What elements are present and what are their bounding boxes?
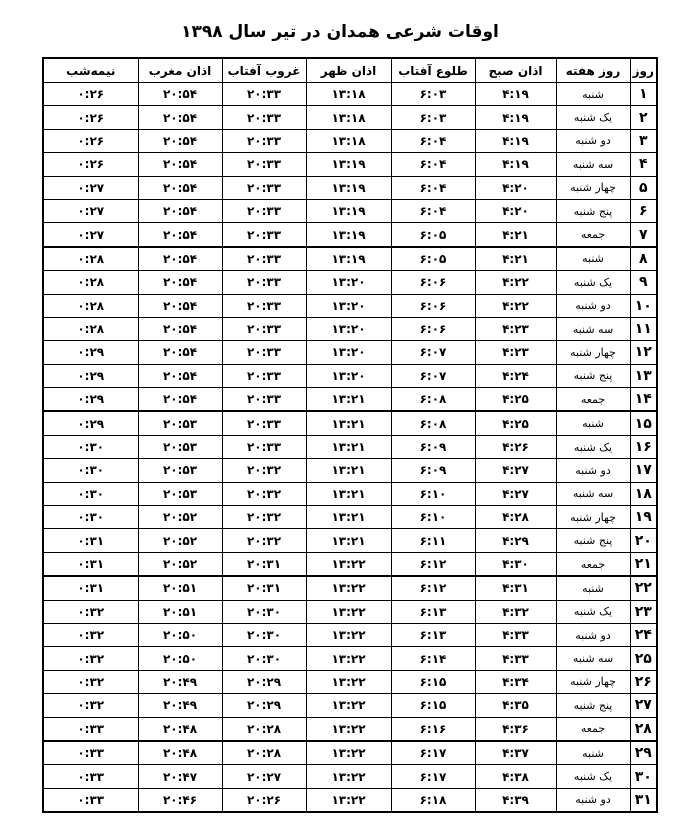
weekday-cell: پنج شنبه bbox=[556, 694, 630, 717]
sunrise-cell: ۶:۰۸ bbox=[391, 411, 475, 435]
sunset-cell: ۲۰:۳۳ bbox=[222, 341, 306, 364]
table-row bbox=[43, 223, 657, 247]
maghrib-cell: ۲۰:۵۴ bbox=[138, 388, 222, 412]
page-title: اوقات شرعی همدان در تیر سال ۱۳۹۸ bbox=[181, 22, 499, 42]
table-row bbox=[43, 670, 657, 693]
midnight-cell: ۰:۳۳ bbox=[43, 741, 138, 765]
fajr-cell: ۴:۳۳ bbox=[475, 623, 556, 646]
sunset-cell: ۲۰:۳۳ bbox=[222, 153, 306, 176]
sunset-cell: ۲۰:۳۳ bbox=[222, 317, 306, 340]
sunrise-cell: ۶:۱۰ bbox=[391, 506, 475, 529]
sunrise-cell: ۶:۰۹ bbox=[391, 459, 475, 482]
weekday-cell: دو شنبه bbox=[556, 129, 630, 152]
day-number-cell: ۱۵ bbox=[630, 411, 657, 435]
dhuhr-cell: ۱۳:۲۲ bbox=[306, 623, 391, 646]
maghrib-cell: ۲۰:۵۲ bbox=[138, 529, 222, 552]
table-row bbox=[43, 341, 657, 364]
maghrib-cell: ۲۰:۵۲ bbox=[138, 552, 222, 576]
weekday-cell: سه شنبه bbox=[556, 317, 630, 340]
col-header-fajr: اذان صبح bbox=[475, 58, 556, 83]
fajr-cell: ۴:۱۹ bbox=[475, 153, 556, 176]
dhuhr-cell: ۱۳:۲۰ bbox=[306, 341, 391, 364]
dhuhr-cell: ۱۳:۲۱ bbox=[306, 388, 391, 412]
table-row bbox=[43, 317, 657, 340]
maghrib-cell: ۲۰:۵۳ bbox=[138, 411, 222, 435]
col-header-day-number: روز bbox=[630, 58, 657, 83]
sunset-cell: ۲۰:۳۳ bbox=[222, 364, 306, 387]
col-header-midnight: نیمه‌شب bbox=[43, 58, 138, 83]
day-number-cell: ۷ bbox=[630, 223, 657, 247]
maghrib-cell: ۲۰:۵۴ bbox=[138, 129, 222, 152]
maghrib-cell: ۲۰:۴۸ bbox=[138, 741, 222, 765]
fajr-cell: ۴:۲۳ bbox=[475, 317, 556, 340]
weekday-cell: شنبه bbox=[556, 576, 630, 600]
weekday-cell: چهار شنبه bbox=[556, 341, 630, 364]
dhuhr-cell: ۱۳:۲۱ bbox=[306, 529, 391, 552]
weekday-cell: یک شنبه bbox=[556, 765, 630, 788]
sunrise-cell: ۶:۰۴ bbox=[391, 199, 475, 222]
fajr-cell: ۴:۲۷ bbox=[475, 482, 556, 505]
sunset-cell: ۲۰:۳۳ bbox=[222, 294, 306, 317]
sunset-cell: ۲۰:۲۹ bbox=[222, 694, 306, 717]
dhuhr-cell: ۱۳:۲۲ bbox=[306, 717, 391, 741]
maghrib-cell: ۲۰:۵۴ bbox=[138, 199, 222, 222]
col-header-sunrise: طلوع آفتاب bbox=[391, 58, 475, 83]
day-number-cell: ۲۴ bbox=[630, 623, 657, 646]
midnight-cell: ۰:۳۲ bbox=[43, 600, 138, 623]
fajr-cell: ۴:۳۰ bbox=[475, 552, 556, 576]
dhuhr-cell: ۱۳:۱۹ bbox=[306, 176, 391, 199]
day-number-cell: ۱۸ bbox=[630, 482, 657, 505]
maghrib-cell: ۲۰:۵۲ bbox=[138, 506, 222, 529]
weekday-cell: جمعه bbox=[556, 717, 630, 741]
fajr-cell: ۴:۳۴ bbox=[475, 670, 556, 693]
fajr-cell: ۴:۲۷ bbox=[475, 459, 556, 482]
table-row bbox=[43, 364, 657, 387]
midnight-cell: ۰:۲۸ bbox=[43, 294, 138, 317]
weekday-cell: چهار شنبه bbox=[556, 506, 630, 529]
weekday-cell: پنج شنبه bbox=[556, 364, 630, 387]
sunset-cell: ۲۰:۳۱ bbox=[222, 552, 306, 576]
weekday-cell: یک شنبه bbox=[556, 271, 630, 294]
midnight-cell: ۰:۳۲ bbox=[43, 694, 138, 717]
table-row bbox=[43, 717, 657, 741]
sunset-cell: ۲۰:۳۳ bbox=[222, 435, 306, 458]
weekday-cell: پنج شنبه bbox=[556, 529, 630, 552]
sunrise-cell: ۶:۱۴ bbox=[391, 647, 475, 670]
sunrise-cell: ۶:۰۴ bbox=[391, 153, 475, 176]
fajr-cell: ۴:۲۶ bbox=[475, 435, 556, 458]
sunrise-cell: ۶:۱۳ bbox=[391, 600, 475, 623]
weekday-cell: دو شنبه bbox=[556, 294, 630, 317]
weekday-cell: سه شنبه bbox=[556, 153, 630, 176]
midnight-cell: ۰:۳۰ bbox=[43, 435, 138, 458]
fajr-cell: ۴:۳۹ bbox=[475, 788, 556, 812]
sunset-cell: ۲۰:۳۰ bbox=[222, 600, 306, 623]
weekday-cell: یک شنبه bbox=[556, 600, 630, 623]
maghrib-cell: ۲۰:۵۴ bbox=[138, 106, 222, 129]
maghrib-cell: ۲۰:۴۷ bbox=[138, 765, 222, 788]
weekday-cell: جمعه bbox=[556, 388, 630, 412]
day-number-cell: ۱ bbox=[630, 83, 657, 106]
header-row bbox=[43, 58, 657, 83]
sunset-cell: ۲۰:۳۲ bbox=[222, 482, 306, 505]
sunrise-cell: ۶:۱۸ bbox=[391, 788, 475, 812]
midnight-cell: ۰:۲۶ bbox=[43, 106, 138, 129]
day-number-cell: ۱۳ bbox=[630, 364, 657, 387]
dhuhr-cell: ۱۳:۲۱ bbox=[306, 411, 391, 435]
weekday-cell: سه شنبه bbox=[556, 482, 630, 505]
sunset-cell: ۲۰:۳۳ bbox=[222, 223, 306, 247]
maghrib-cell: ۲۰:۵۴ bbox=[138, 294, 222, 317]
table-row bbox=[43, 765, 657, 788]
weekday-cell: یک شنبه bbox=[556, 106, 630, 129]
sunset-cell: ۲۰:۳۰ bbox=[222, 623, 306, 646]
table-row bbox=[43, 552, 657, 576]
dhuhr-cell: ۱۳:۱۸ bbox=[306, 129, 391, 152]
midnight-cell: ۰:۲۷ bbox=[43, 199, 138, 222]
fajr-cell: ۴:۱۹ bbox=[475, 106, 556, 129]
day-number-cell: ۶ bbox=[630, 199, 657, 222]
fajr-cell: ۴:۳۲ bbox=[475, 600, 556, 623]
maghrib-cell: ۲۰:۵۱ bbox=[138, 600, 222, 623]
fajr-cell: ۴:۳۶ bbox=[475, 717, 556, 741]
fajr-cell: ۴:۲۴ bbox=[475, 364, 556, 387]
maghrib-cell: ۲۰:۵۳ bbox=[138, 435, 222, 458]
fajr-cell: ۴:۲۲ bbox=[475, 294, 556, 317]
dhuhr-cell: ۱۳:۲۰ bbox=[306, 294, 391, 317]
midnight-cell: ۰:۲۹ bbox=[43, 411, 138, 435]
weekday-cell: چهار شنبه bbox=[556, 176, 630, 199]
sunrise-cell: ۶:۱۷ bbox=[391, 741, 475, 765]
day-number-cell: ۱۹ bbox=[630, 506, 657, 529]
day-number-cell: ۱۰ bbox=[630, 294, 657, 317]
table-row bbox=[43, 459, 657, 482]
day-number-cell: ۹ bbox=[630, 271, 657, 294]
fajr-cell: ۴:۳۵ bbox=[475, 694, 556, 717]
sunset-cell: ۲۰:۳۳ bbox=[222, 388, 306, 412]
dhuhr-cell: ۱۳:۲۲ bbox=[306, 670, 391, 693]
weekday-cell: دو شنبه bbox=[556, 788, 630, 812]
sunrise-cell: ۶:۱۰ bbox=[391, 482, 475, 505]
sunset-cell: ۲۰:۲۷ bbox=[222, 765, 306, 788]
day-number-cell: ۳۰ bbox=[630, 765, 657, 788]
table-row bbox=[43, 647, 657, 670]
fajr-cell: ۴:۲۲ bbox=[475, 271, 556, 294]
day-number-cell: ۲۵ bbox=[630, 647, 657, 670]
weekday-cell: جمعه bbox=[556, 223, 630, 247]
fajr-cell: ۴:۲۰ bbox=[475, 176, 556, 199]
fajr-cell: ۴:۲۵ bbox=[475, 388, 556, 412]
day-number-cell: ۱۲ bbox=[630, 341, 657, 364]
fajr-cell: ۴:۳۷ bbox=[475, 741, 556, 765]
sunrise-cell: ۶:۱۱ bbox=[391, 529, 475, 552]
maghrib-cell: ۲۰:۴۸ bbox=[138, 717, 222, 741]
table-row bbox=[43, 435, 657, 458]
sunset-cell: ۲۰:۳۳ bbox=[222, 247, 306, 271]
table-row bbox=[43, 788, 657, 812]
maghrib-cell: ۲۰:۵۴ bbox=[138, 247, 222, 271]
sunrise-cell: ۶:۱۵ bbox=[391, 670, 475, 693]
midnight-cell: ۰:۲۸ bbox=[43, 247, 138, 271]
sunset-cell: ۲۰:۳۳ bbox=[222, 411, 306, 435]
table-row bbox=[43, 176, 657, 199]
sunrise-cell: ۶:۰۶ bbox=[391, 271, 475, 294]
weekday-cell: یک شنبه bbox=[556, 435, 630, 458]
day-number-cell: ۲۸ bbox=[630, 717, 657, 741]
maghrib-cell: ۲۰:۵۴ bbox=[138, 364, 222, 387]
weekday-cell: شنبه bbox=[556, 247, 630, 271]
maghrib-cell: ۲۰:۵۳ bbox=[138, 459, 222, 482]
sunset-cell: ۲۰:۳۲ bbox=[222, 529, 306, 552]
col-header-weekday: روز هفته bbox=[556, 58, 630, 83]
maghrib-cell: ۲۰:۵۴ bbox=[138, 271, 222, 294]
fajr-cell: ۴:۳۱ bbox=[475, 576, 556, 600]
day-number-cell: ۲۷ bbox=[630, 694, 657, 717]
maghrib-cell: ۲۰:۵۴ bbox=[138, 83, 222, 106]
dhuhr-cell: ۱۳:۲۱ bbox=[306, 435, 391, 458]
dhuhr-cell: ۱۳:۲۲ bbox=[306, 765, 391, 788]
sunrise-cell: ۶:۰۹ bbox=[391, 435, 475, 458]
fajr-cell: ۴:۲۰ bbox=[475, 199, 556, 222]
midnight-cell: ۰:۳۰ bbox=[43, 506, 138, 529]
dhuhr-cell: ۱۳:۱۸ bbox=[306, 106, 391, 129]
sunset-cell: ۲۰:۲۸ bbox=[222, 717, 306, 741]
day-number-cell: ۱۴ bbox=[630, 388, 657, 412]
midnight-cell: ۰:۲۷ bbox=[43, 176, 138, 199]
col-header-dhuhr: اذان ظهر bbox=[306, 58, 391, 83]
sunset-cell: ۲۰:۳۰ bbox=[222, 647, 306, 670]
midnight-cell: ۰:۳۱ bbox=[43, 576, 138, 600]
weekday-cell: دو شنبه bbox=[556, 459, 630, 482]
maghrib-cell: ۲۰:۵۴ bbox=[138, 317, 222, 340]
dhuhr-cell: ۱۳:۲۲ bbox=[306, 576, 391, 600]
table-row bbox=[43, 294, 657, 317]
fajr-cell: ۴:۳۸ bbox=[475, 765, 556, 788]
dhuhr-cell: ۱۳:۲۱ bbox=[306, 459, 391, 482]
day-number-cell: ۲۱ bbox=[630, 552, 657, 576]
sunrise-cell: ۶:۱۵ bbox=[391, 694, 475, 717]
sunset-cell: ۲۰:۳۲ bbox=[222, 506, 306, 529]
table-row bbox=[43, 129, 657, 152]
day-number-cell: ۳ bbox=[630, 129, 657, 152]
day-number-cell: ۲۹ bbox=[630, 741, 657, 765]
midnight-cell: ۰:۲۶ bbox=[43, 129, 138, 152]
midnight-cell: ۰:۳۱ bbox=[43, 529, 138, 552]
day-number-cell: ۴ bbox=[630, 153, 657, 176]
dhuhr-cell: ۱۳:۲۰ bbox=[306, 317, 391, 340]
sunrise-cell: ۶:۰۵ bbox=[391, 247, 475, 271]
midnight-cell: ۰:۳۳ bbox=[43, 788, 138, 812]
sunset-cell: ۲۰:۳۳ bbox=[222, 129, 306, 152]
table-row bbox=[43, 529, 657, 552]
table-row bbox=[43, 600, 657, 623]
midnight-cell: ۰:۲۷ bbox=[43, 223, 138, 247]
table-row bbox=[43, 153, 657, 176]
sunrise-cell: ۶:۰۳ bbox=[391, 106, 475, 129]
sunset-cell: ۲۰:۳۳ bbox=[222, 176, 306, 199]
sunrise-cell: ۶:۰۶ bbox=[391, 294, 475, 317]
sunrise-cell: ۶:۰۷ bbox=[391, 364, 475, 387]
midnight-cell: ۰:۳۳ bbox=[43, 717, 138, 741]
fajr-cell: ۴:۳۳ bbox=[475, 647, 556, 670]
maghrib-cell: ۲۰:۵۰ bbox=[138, 623, 222, 646]
table-row bbox=[43, 271, 657, 294]
maghrib-cell: ۲۰:۵۴ bbox=[138, 223, 222, 247]
weekday-cell: دو شنبه bbox=[556, 623, 630, 646]
maghrib-cell: ۲۰:۵۱ bbox=[138, 576, 222, 600]
fajr-cell: ۴:۲۳ bbox=[475, 341, 556, 364]
day-number-cell: ۲۲ bbox=[630, 576, 657, 600]
dhuhr-cell: ۱۳:۲۱ bbox=[306, 506, 391, 529]
midnight-cell: ۰:۲۶ bbox=[43, 153, 138, 176]
sunset-cell: ۲۰:۲۸ bbox=[222, 741, 306, 765]
sunset-cell: ۲۰:۲۹ bbox=[222, 670, 306, 693]
weekday-cell: شنبه bbox=[556, 411, 630, 435]
sunrise-cell: ۶:۱۳ bbox=[391, 623, 475, 646]
fajr-cell: ۴:۲۱ bbox=[475, 223, 556, 247]
sunrise-cell: ۶:۰۴ bbox=[391, 129, 475, 152]
midnight-cell: ۰:۳۲ bbox=[43, 623, 138, 646]
table-row bbox=[43, 623, 657, 646]
prayer-times-table bbox=[42, 57, 658, 813]
day-number-cell: ۱۶ bbox=[630, 435, 657, 458]
maghrib-cell: ۲۰:۴۹ bbox=[138, 670, 222, 693]
sunset-cell: ۲۰:۳۳ bbox=[222, 83, 306, 106]
day-number-cell: ۱۱ bbox=[630, 317, 657, 340]
day-number-cell: ۸ bbox=[630, 247, 657, 271]
fajr-cell: ۴:۲۱ bbox=[475, 247, 556, 271]
table-row bbox=[43, 741, 657, 765]
table-row bbox=[43, 106, 657, 129]
dhuhr-cell: ۱۳:۲۲ bbox=[306, 600, 391, 623]
table-row bbox=[43, 694, 657, 717]
dhuhr-cell: ۱۳:۱۹ bbox=[306, 223, 391, 247]
dhuhr-cell: ۱۳:۱۸ bbox=[306, 83, 391, 106]
dhuhr-cell: ۱۳:۲۰ bbox=[306, 271, 391, 294]
table-row bbox=[43, 247, 657, 271]
midnight-cell: ۰:۳۱ bbox=[43, 552, 138, 576]
dhuhr-cell: ۱۳:۲۰ bbox=[306, 364, 391, 387]
sunset-cell: ۲۰:۳۳ bbox=[222, 271, 306, 294]
sunrise-cell: ۶:۱۲ bbox=[391, 552, 475, 576]
midnight-cell: ۰:۲۸ bbox=[43, 317, 138, 340]
day-number-cell: ۲۶ bbox=[630, 670, 657, 693]
fajr-cell: ۴:۲۸ bbox=[475, 506, 556, 529]
sunset-cell: ۲۰:۳۲ bbox=[222, 459, 306, 482]
day-number-cell: ۵ bbox=[630, 176, 657, 199]
maghrib-cell: ۲۰:۵۴ bbox=[138, 176, 222, 199]
maghrib-cell: ۲۰:۴۹ bbox=[138, 694, 222, 717]
maghrib-cell: ۲۰:۵۳ bbox=[138, 482, 222, 505]
midnight-cell: ۰:۲۹ bbox=[43, 388, 138, 412]
col-header-maghrib: اذان مغرب bbox=[138, 58, 222, 83]
sunrise-cell: ۶:۱۷ bbox=[391, 765, 475, 788]
table-row bbox=[43, 482, 657, 505]
dhuhr-cell: ۱۳:۱۹ bbox=[306, 247, 391, 271]
sunrise-cell: ۶:۱۲ bbox=[391, 576, 475, 600]
weekday-cell: پنج شنبه bbox=[556, 199, 630, 222]
table-row bbox=[43, 411, 657, 435]
day-number-cell: ۲۰ bbox=[630, 529, 657, 552]
dhuhr-cell: ۱۳:۲۱ bbox=[306, 482, 391, 505]
table-row bbox=[43, 576, 657, 600]
maghrib-cell: ۲۰:۴۶ bbox=[138, 788, 222, 812]
dhuhr-cell: ۱۳:۱۹ bbox=[306, 153, 391, 176]
weekday-cell: شنبه bbox=[556, 741, 630, 765]
dhuhr-cell: ۱۳:۲۲ bbox=[306, 647, 391, 670]
sunrise-cell: ۶:۰۵ bbox=[391, 223, 475, 247]
maghrib-cell: ۲۰:۵۴ bbox=[138, 341, 222, 364]
sunset-cell: ۲۰:۳۱ bbox=[222, 576, 306, 600]
midnight-cell: ۰:۲۶ bbox=[43, 83, 138, 106]
dhuhr-cell: ۱۳:۲۲ bbox=[306, 741, 391, 765]
midnight-cell: ۰:۲۹ bbox=[43, 364, 138, 387]
sunrise-cell: ۶:۰۴ bbox=[391, 176, 475, 199]
midnight-cell: ۰:۲۸ bbox=[43, 271, 138, 294]
midnight-cell: ۰:۳۳ bbox=[43, 765, 138, 788]
weekday-cell: جمعه bbox=[556, 552, 630, 576]
midnight-cell: ۰:۳۰ bbox=[43, 459, 138, 482]
dhuhr-cell: ۱۳:۲۲ bbox=[306, 694, 391, 717]
sunrise-cell: ۶:۱۶ bbox=[391, 717, 475, 741]
day-number-cell: ۱۷ bbox=[630, 459, 657, 482]
day-number-cell: ۳۱ bbox=[630, 788, 657, 812]
weekday-cell: شنبه bbox=[556, 83, 630, 106]
midnight-cell: ۰:۲۹ bbox=[43, 341, 138, 364]
sunrise-cell: ۶:۰۸ bbox=[391, 388, 475, 412]
dhuhr-cell: ۱۳:۲۲ bbox=[306, 552, 391, 576]
day-number-cell: ۲ bbox=[630, 106, 657, 129]
fajr-cell: ۴:۲۵ bbox=[475, 411, 556, 435]
fajr-cell: ۴:۱۹ bbox=[475, 129, 556, 152]
sunset-cell: ۲۰:۲۶ bbox=[222, 788, 306, 812]
sunrise-cell: ۶:۰۶ bbox=[391, 317, 475, 340]
midnight-cell: ۰:۳۲ bbox=[43, 647, 138, 670]
table-row bbox=[43, 83, 657, 106]
weekday-cell: چهار شنبه bbox=[556, 670, 630, 693]
dhuhr-cell: ۱۳:۱۹ bbox=[306, 199, 391, 222]
fajr-cell: ۴:۲۹ bbox=[475, 529, 556, 552]
maghrib-cell: ۲۰:۵۰ bbox=[138, 647, 222, 670]
table-row bbox=[43, 388, 657, 412]
midnight-cell: ۰:۳۲ bbox=[43, 670, 138, 693]
fajr-cell: ۴:۱۹ bbox=[475, 83, 556, 106]
sunset-cell: ۲۰:۳۳ bbox=[222, 199, 306, 222]
maghrib-cell: ۲۰:۵۴ bbox=[138, 153, 222, 176]
weekday-cell: سه شنبه bbox=[556, 647, 630, 670]
col-header-sunset: غروب آفتاب bbox=[222, 58, 306, 83]
day-number-cell: ۲۳ bbox=[630, 600, 657, 623]
table-row bbox=[43, 199, 657, 222]
sunrise-cell: ۶:۰۳ bbox=[391, 83, 475, 106]
sunrise-cell: ۶:۰۷ bbox=[391, 341, 475, 364]
midnight-cell: ۰:۳۰ bbox=[43, 482, 138, 505]
dhuhr-cell: ۱۳:۲۲ bbox=[306, 788, 391, 812]
table-row bbox=[43, 506, 657, 529]
sunset-cell: ۲۰:۳۳ bbox=[222, 106, 306, 129]
